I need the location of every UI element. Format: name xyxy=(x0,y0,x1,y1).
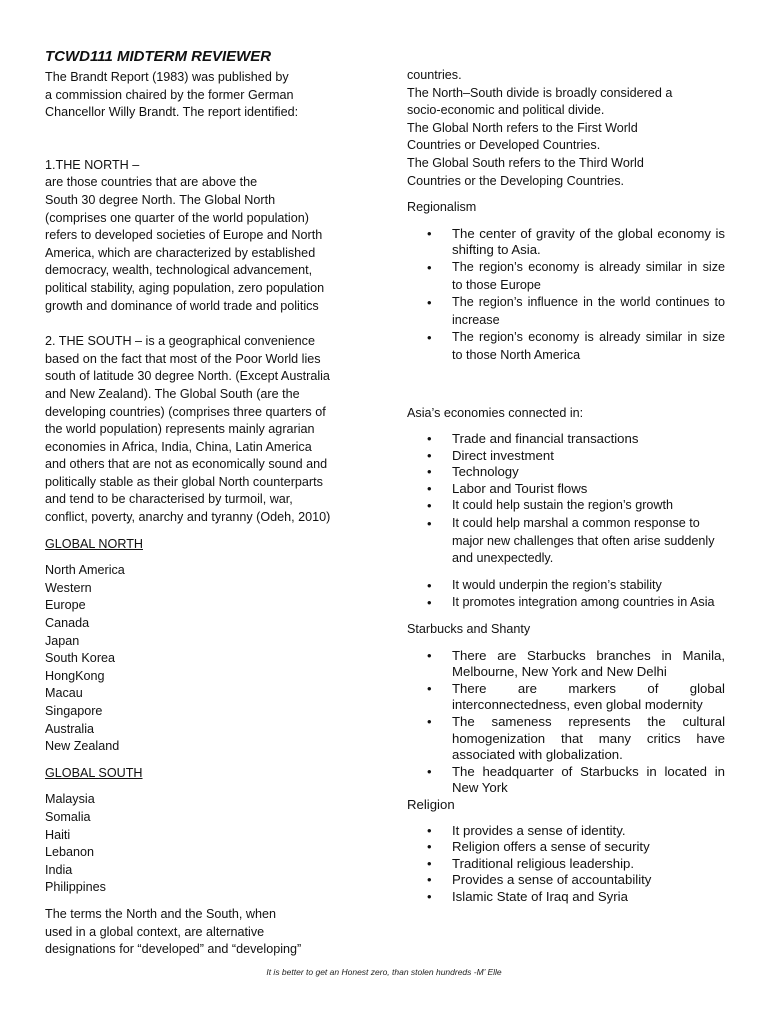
north-text-line: are those countries that are above the xyxy=(45,175,258,190)
regionalism-list xyxy=(407,226,725,365)
north-text-line: growth and dominance of world trade and politics xyxy=(45,298,319,313)
right-column xyxy=(407,67,725,906)
spacer xyxy=(407,190,725,199)
south-text-line: based on the fact that most of the Poor World lies xyxy=(45,351,321,366)
starbucks-list xyxy=(407,648,725,797)
south-text-line: and others that are not as economically sound and xyxy=(45,457,328,472)
south-text-line: developing countries) (comprises three quarters of xyxy=(45,404,326,419)
country-item: South Korea xyxy=(45,651,116,666)
spacer xyxy=(45,897,365,906)
country-item: HongKong xyxy=(45,668,105,683)
south-text-line: 2. THE SOUTH – is a geographical convenience xyxy=(45,334,315,349)
country-item: Lebanon xyxy=(45,845,95,860)
global-south-list xyxy=(45,791,365,897)
south-text-line: south of latitude 30 degree North. (Except Australia xyxy=(45,369,330,384)
asia-item: • It would underpin the region’s stability xyxy=(407,577,725,595)
religion-item: • Islamic State of Iraq and Syria xyxy=(407,889,725,906)
north-text-line: refers to developed societies of Europe and North xyxy=(45,228,323,243)
continued-line: Countries or the Developing Countries. xyxy=(407,173,625,188)
religion-item: • Religion offers a sense of security xyxy=(407,839,725,856)
regionalism-item: • The region’s influence in the world continues to increase xyxy=(407,294,725,329)
asia-connected-list xyxy=(407,431,725,568)
north-heading: 1.THE NORTH – xyxy=(45,157,140,172)
asia-item: • It could help marshal a common response to major new challenges that often arise suddenly and unexpectedly. xyxy=(407,515,725,568)
continued-line: countries. xyxy=(407,68,462,82)
country-item: Malaysia xyxy=(45,792,95,807)
asia-item: • Technology xyxy=(407,464,725,481)
spacer xyxy=(45,315,365,333)
country-item: New Zealand xyxy=(45,739,120,754)
south-text-line: conflict, poverty, anarchy and tyranny (Odeh, 2010) xyxy=(45,510,331,525)
continued-line: The Global South refers to the Third World xyxy=(407,155,644,170)
north-text-line: South 30 degree North. The Global North xyxy=(45,192,276,207)
terms-text-line: The terms the North and the South, when xyxy=(45,906,277,921)
country-item: India xyxy=(45,862,73,877)
regionalism-item: • The region’s economy is already similar in size to those North America xyxy=(407,329,725,364)
south-text-line: politically stable as their global North counterparts xyxy=(45,474,323,489)
starbucks-item: • There are Starbucks branches in Manila, Melbourne, New York and New Delhi xyxy=(407,648,725,681)
south-text-line: and tend to be characterised by turmoil, war, xyxy=(45,492,293,507)
asia-more-list xyxy=(407,577,725,612)
country-item: Canada xyxy=(45,616,90,631)
continued-line: Countries or Developed Countries. xyxy=(407,138,601,153)
starbucks-heading: Starbucks and Shanty xyxy=(407,622,531,637)
asia-item: • It promotes integration among countries in Asia xyxy=(407,594,725,612)
north-text-line: America, which are characterized by established xyxy=(45,245,316,260)
religion-item: • It provides a sense of identity. xyxy=(407,823,725,840)
religion-item: • Traditional religious leadership. xyxy=(407,856,725,873)
intro-line: Chancellor Willy Brandt. The report identified: xyxy=(45,105,299,120)
continued-line: The Global North refers to the First World xyxy=(407,120,638,135)
spacer xyxy=(407,612,725,621)
asia-item: • It could help sustain the region’s growth xyxy=(407,497,725,515)
continued-line: socio-economic and political divide. xyxy=(407,103,605,118)
country-item: Singapore xyxy=(45,704,103,718)
asia-item: • Direct investment xyxy=(407,448,725,465)
global-north-heading: GLOBAL NORTH xyxy=(45,536,143,551)
left-column xyxy=(45,48,365,959)
religion-heading: Religion xyxy=(407,796,455,812)
country-item: Macau xyxy=(45,686,83,701)
starbucks-item: • The sameness represents the cultural homogenization that many critics have associated with globalization. xyxy=(407,714,725,764)
south-text-line: the world population) represents mainly agrarian xyxy=(45,422,315,437)
country-item: Australia xyxy=(45,721,94,736)
asia-item: • Labor and Tourist flows xyxy=(407,481,725,498)
terms-text-line: designations for “developed” and “developing” xyxy=(45,942,302,957)
spacer xyxy=(45,122,365,157)
north-text-line: (comprises one quarter of the world population) xyxy=(45,210,309,225)
terms-text-line: used in a global context, are alternative xyxy=(45,924,265,939)
country-item: Philippines xyxy=(45,880,106,895)
regionalism-item: • The region’s economy is already similar in size to those Europe xyxy=(407,259,725,294)
spacer xyxy=(45,527,365,536)
asia-heading: Asia’s economies connected in: xyxy=(407,405,584,420)
north-text-line: democracy, wealth, technological advancement, xyxy=(45,263,313,278)
global-south-heading: GLOBAL SOUTH xyxy=(45,765,143,780)
country-item: Western xyxy=(45,580,92,595)
intro-line: The Brandt Report (1983) was published by xyxy=(45,70,289,84)
global-north-list xyxy=(45,562,365,756)
spacer xyxy=(407,365,725,405)
document-title: TCWD111 MIDTERM REVIEWER xyxy=(45,48,272,65)
country-item: Japan xyxy=(45,633,80,648)
south-text-line: and New Zealand). The Global South (are the xyxy=(45,386,300,401)
country-item: North America xyxy=(45,563,125,578)
spacer xyxy=(45,756,365,765)
country-item: Europe xyxy=(45,598,86,613)
country-item: Haiti xyxy=(45,827,71,842)
country-item: Somalia xyxy=(45,809,91,824)
continued-line: The North–South divide is broadly considered a xyxy=(407,85,673,100)
regionalism-item: • The center of gravity of the global economy is shifting to Asia. xyxy=(407,226,725,259)
footer-quote: It is better to get an Honest zero, than stolen hundreds -M’ Elle xyxy=(266,967,502,977)
asia-item: • Trade and financial transactions xyxy=(407,431,725,448)
religion-list xyxy=(407,823,725,906)
intro-line: a commission chaired by the former German xyxy=(45,87,294,102)
regionalism-heading: Regionalism xyxy=(407,200,477,215)
religion-item: • Provides a sense of accountability xyxy=(407,872,725,889)
starbucks-item: • There are markers of global interconnectedness, even global modernity xyxy=(407,681,725,714)
north-text-line: political stability, aging population, zero population xyxy=(45,280,325,295)
starbucks-item: • The headquarter of Starbucks in located in New York xyxy=(407,764,725,797)
south-text-line: economies in Africa, India, China, Latin America xyxy=(45,439,312,454)
